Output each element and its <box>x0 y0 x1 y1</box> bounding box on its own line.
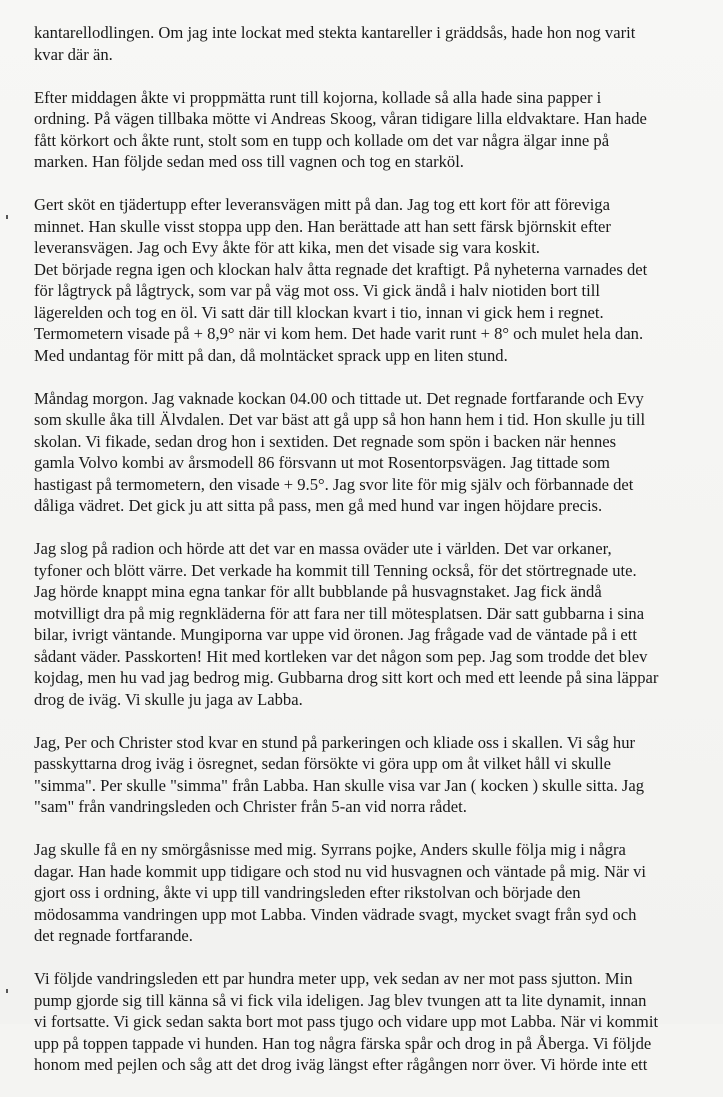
text-line: gamla Volvo kombi av årsmodell 86 försvann ut mot Rosentorpsvägen. Jag tittade som <box>34 453 610 472</box>
text-line: Jag hörde knappt mina egna tankar för allt bubblande på husvagnstaket. Jag fick ändå <box>34 582 602 601</box>
text-line: leveransvägen. Jag och Evy åkte för att kika, men det visade sig vara koskit. <box>34 238 540 257</box>
scan-margin-mark <box>6 215 8 219</box>
text-line: skolan. Vi fikade, sedan drog hon i sextiden. Det regnade som spön i backen när hennes <box>34 431 617 451</box>
text-line: upp på toppen tappade vi hunden. Han tog några färska spår och drog in på Åberga. Vi följde <box>34 1033 652 1053</box>
paragraph-8 <box>34 968 694 1076</box>
text-line: vi fortsatte. Vi gick sedan sakta bort mot pass tjugo och vidare upp mot Labba. När vi kommit <box>34 1012 659 1031</box>
text-line: ordning. På vägen tillbaka mötte vi Andreas Skoog, våran tidigare lilla eldvaktare. Han hade <box>34 109 647 128</box>
text-line: bilar, ivrigt väntande. Mungiporna var uppe vid öronen. Jag frågade vad de väntade på i ett <box>34 625 637 644</box>
text-line: mödosamma vandringen upp mot Labba. Vinden vädrade svagt, mycket svagt från syd och <box>34 904 637 924</box>
text-line: dagar. Han hade kommit upp tidigare och stod nu vid husvagnen och väntade på mig. När vi <box>34 861 646 881</box>
text-line: Jag skulle få en ny smörgåsnisse med mig. Syrrans pojke, Anders skulle följa mig i några <box>34 840 626 859</box>
paragraph-1 <box>34 22 694 65</box>
text-line: kojdag, men hu vad jag bedrog mig. Gubbarna drog sitt kort och med ett leende på sina läppar <box>34 668 659 687</box>
paragraph-3 <box>34 194 694 366</box>
text-line: drog de iväg. Vi skulle ju jaga av Labba. <box>34 689 303 709</box>
text-line: hastigast på termometern, den visade + 9.5°. Jag svor lite för mig själv och förbannade det <box>34 474 634 494</box>
document-body <box>34 22 694 1097</box>
text-line: som skulle åka till Älvdalen. Det var bäst att gå upp så hon hann hem i tid. Hon skulle ju till <box>34 410 646 429</box>
text-line: Med undantag för mitt på dan, då molntäcket sprack upp en liten stund. <box>34 345 508 365</box>
paragraph-4 <box>34 388 694 517</box>
text-line: Det började regna igen och klockan halv åtta regnade det kraftigt. På nyheterna varnades det <box>34 259 648 279</box>
text-line: Jag, Per och Christer stod kvar en stund på parkeringen och kliade oss i skallen. Vi såg hur <box>34 732 636 752</box>
text-line: fått körkort och åkte runt, stolt som en tupp och kollade om det var några älgar inne på <box>34 130 610 150</box>
paragraph-2 <box>34 87 694 173</box>
text-line: Måndag morgon. Jag vaknade kockan 04.00 och tittade ut. Det regnade fortfarande och Evy <box>34 388 644 408</box>
text-line: "simma". Per skulle "simma" från Labba. Han skulle visa var Jan ( kocken ) skulle sitta. Jag <box>34 775 645 795</box>
text-line: honom med pejlen och såg att det drog iväg längst efter rågången norr över. Vi hörde inte ett <box>34 1055 648 1074</box>
text-line: passkyttarna drog iväg i ösregnet, sedan försökte vi göra upp om åt vilket håll vi skulle <box>34 754 611 773</box>
text-line: dåliga vädret. Det gick ju att sitta på pass, men gå med hund var ingen höjdare precis. <box>34 496 603 515</box>
paragraph-5 <box>34 538 694 710</box>
scan-margin-mark <box>6 989 8 993</box>
text-line: "sam" från vandringsleden och Christer från 5-an vid norra rådet. <box>34 797 467 816</box>
text-line: minnet. Han skulle visst stoppa upp den. Han berättade att han sett färsk björnskit efter <box>34 216 611 236</box>
paragraph-6 <box>34 732 694 818</box>
text-line: Jag slog på radion och hörde att det var en massa oväder ute i världen. Det var orkaner, <box>34 539 612 558</box>
text-line: sådant väder. Passkorten! Hit med kortleken var det någon som pep. Jag som trodde det blev <box>34 646 648 666</box>
text-line: kvar där än. <box>34 44 113 64</box>
text-line: gjort oss i ordning, åkte vi upp till vandringsleden efter rikstolvan och började den <box>34 883 581 902</box>
text-line: pump gjorde sig till känna så vi fick vila ideligen. Jag blev tvungen att ta lite dynamit, innan <box>34 990 647 1010</box>
text-line: motvilligt dra på mig regnkläderna för att fara ner till mötesplatsen. Där satt gubbarna i sina <box>34 603 645 623</box>
text-line: lägerelden och tog en öl. Vi satt där till klockan kvart i tio, innan vi gick hem i regnet. <box>34 302 604 322</box>
text-line: marken. Han följde sedan med oss till vagnen och tog en starköl. <box>34 152 464 171</box>
text-line: för lågtryck på lågtryck, som var på väg mot oss. Vi gick ändå i halv niotiden bort till <box>34 281 600 300</box>
text-line: Termometern visade på + 8,9° när vi kom hem. Det hade varit runt + 8° och mulet hela dan. <box>34 324 644 343</box>
text-line: Vi följde vandringsleden ett par hundra meter upp, vek sedan av ner mot pass sjutton. Min <box>34 969 633 988</box>
text-line: det regnade fortfarande. <box>34 926 193 945</box>
text-line: Gert sköt en tjädertupp efter leveransvägen mitt på dan. Jag tog ett kort för att föreviga <box>34 195 610 214</box>
paragraph-7 <box>34 839 694 947</box>
text-line: kantarellodlingen. Om jag inte lockat med stekta kantareller i gräddsås, hade hon nog varit <box>34 23 636 42</box>
text-line: tyfoner och blött värre. Det verkade ha kommit till Tenning också, för det störtregnade ute. <box>34 560 637 580</box>
text-line: Efter middagen åkte vi proppmätta runt till kojorna, kollade så alla hade sina papper i <box>34 87 602 107</box>
